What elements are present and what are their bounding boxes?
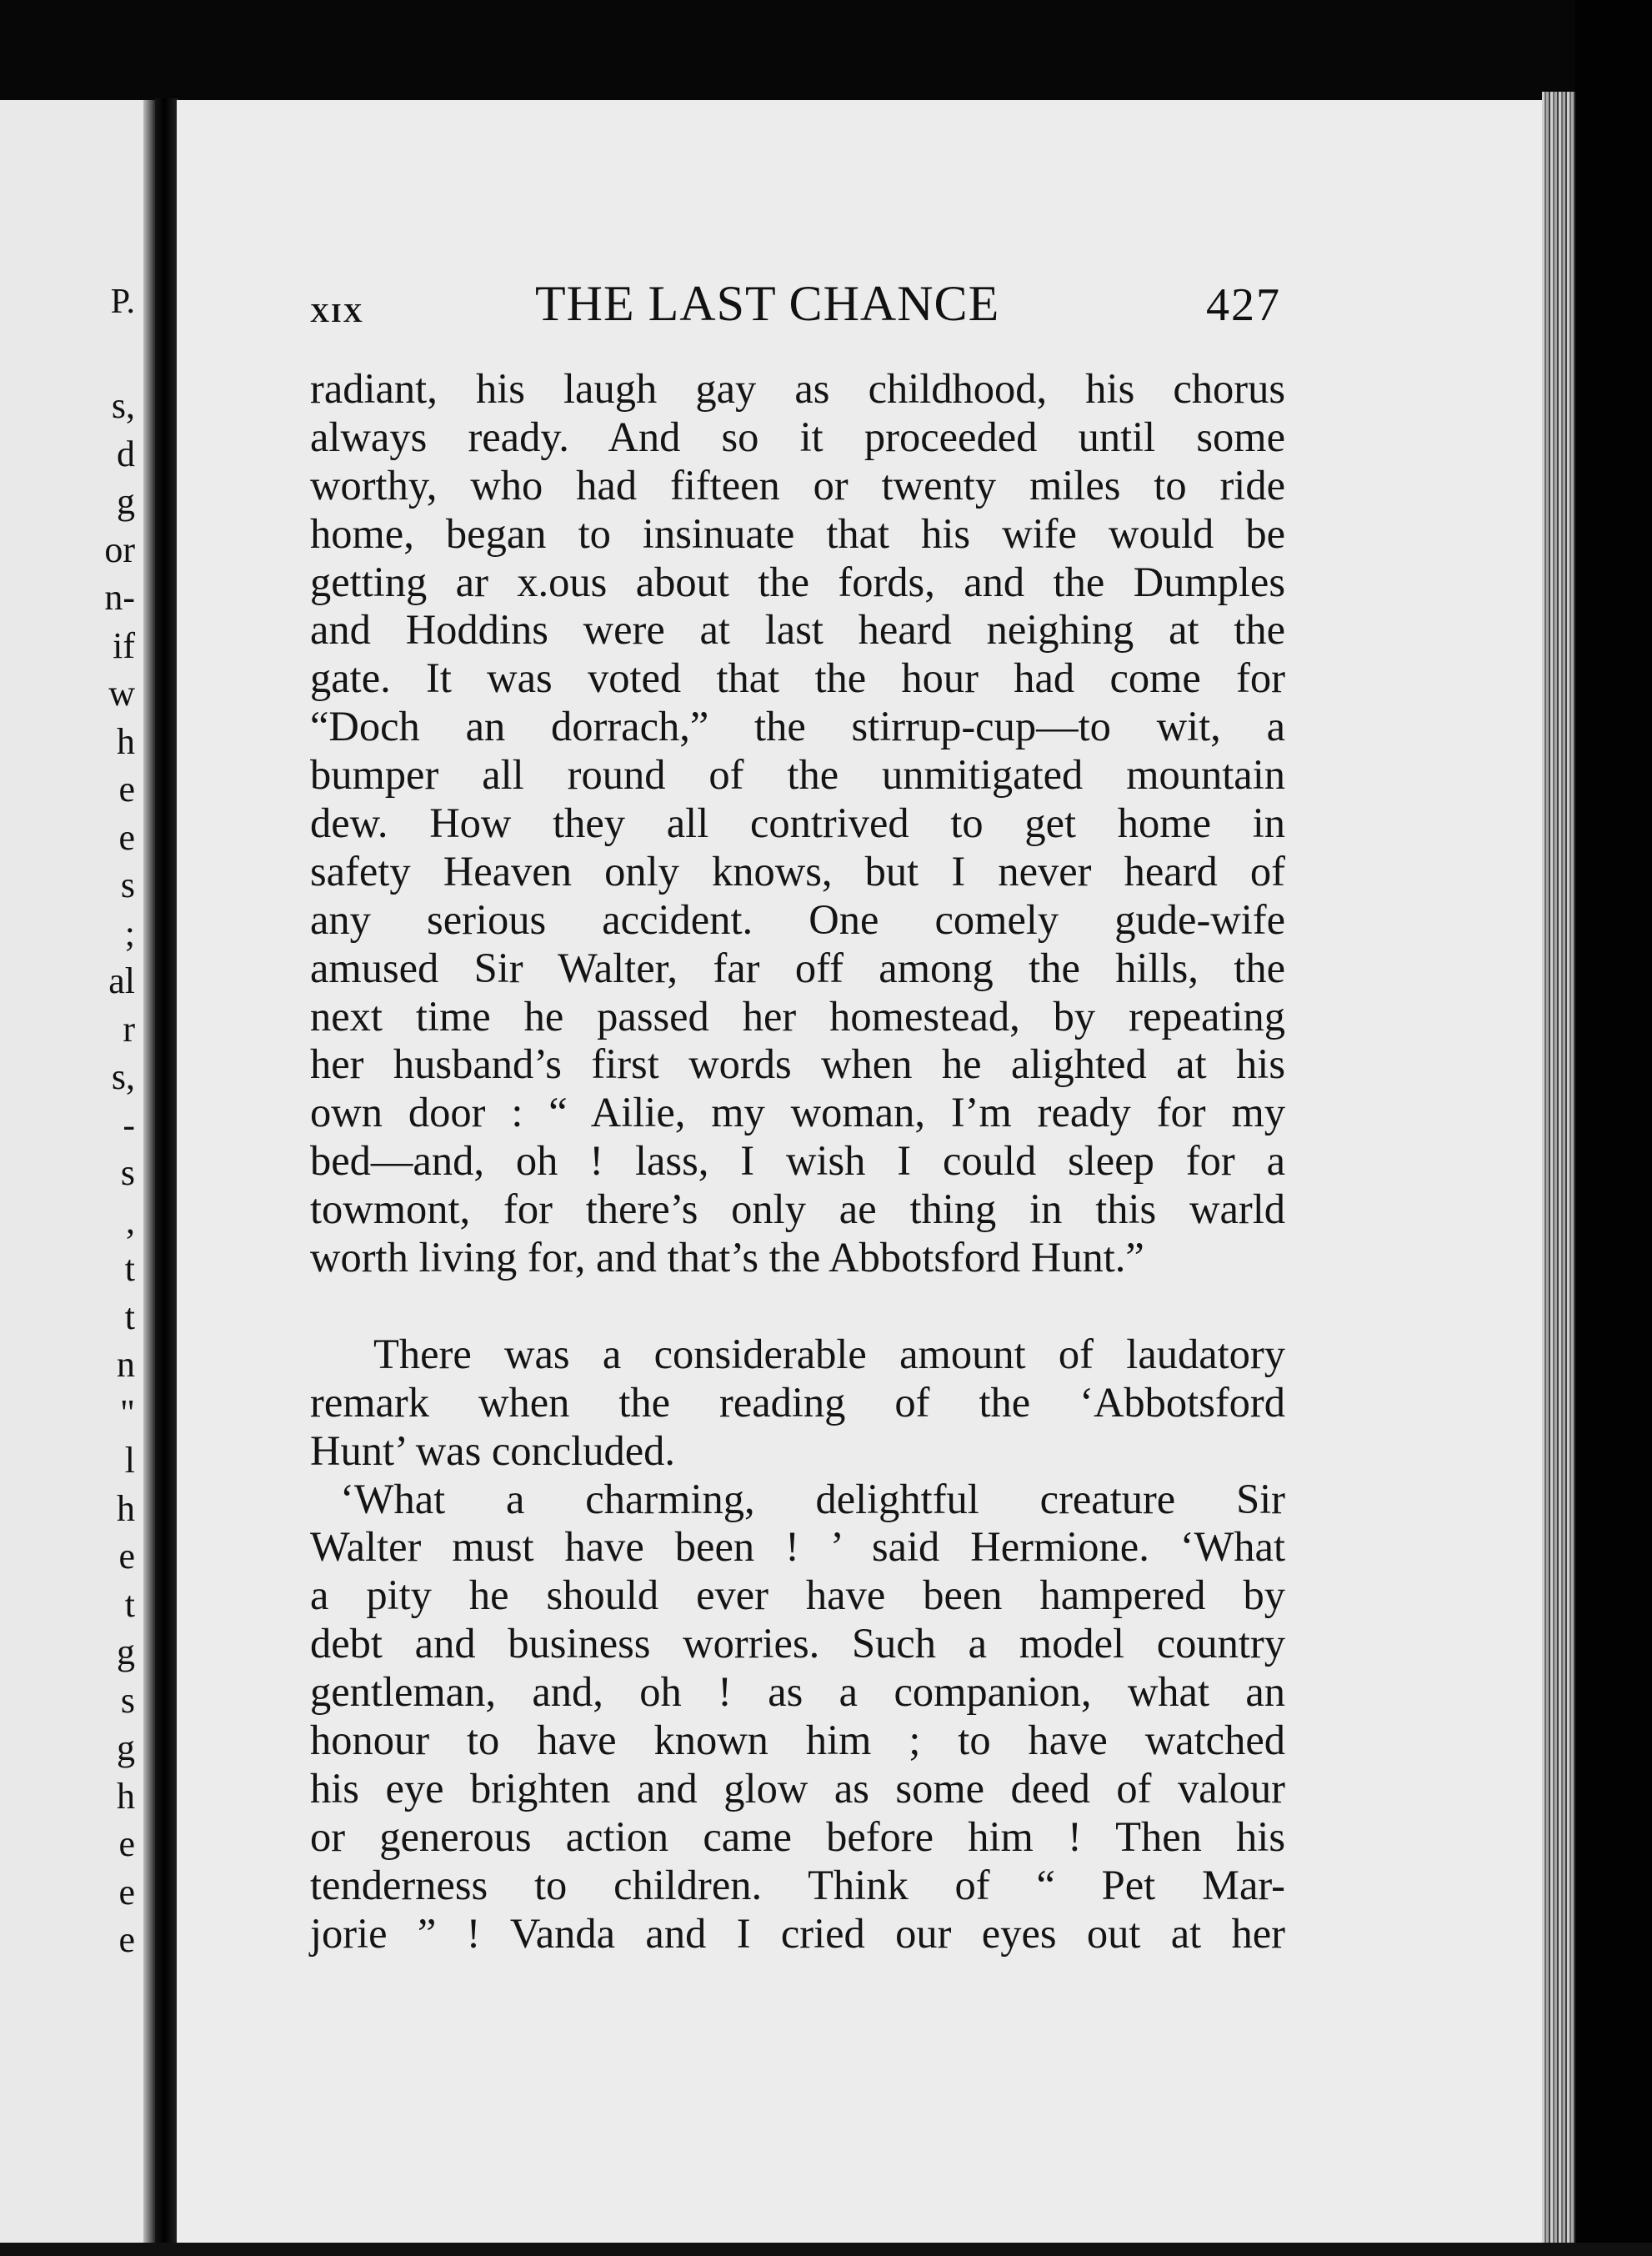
text-line: next time he passed her homestead, by repeating [310,992,1285,1040]
left-page-fragment-column [0,382,148,1964]
left-page-fragment: ; [124,912,135,954]
left-page-fragment: g [117,1727,135,1768]
text-line: honour to have known him ; to have watched [310,1717,1285,1764]
text-line: Walter must have been ! ’ said Hermione. ‘What [310,1523,1285,1571]
text-line: a pity he should ever have been hampered by [310,1572,1285,1619]
left-page-fragment: t [124,1248,135,1289]
left-page-fragment: h [117,720,135,762]
left-page-fragment: r [123,1008,135,1050]
text-line: ‘What a charming, delightful creature Sir [340,1475,1285,1522]
left-page-fragment: n [117,1344,135,1385]
left-page-fragment: s [120,1679,135,1721]
left-page-fragment: h [117,1775,135,1817]
chapter-number: xix [310,288,364,330]
page-number: 427 [1206,279,1281,331]
left-page-fragment: e [118,1536,135,1577]
page-edge-stack [1542,92,1575,2256]
scan-border-top [0,0,1652,104]
left-page-fragment: t [124,1296,135,1337]
paragraph [310,1476,1285,1958]
left-page-fragment: t [124,1583,135,1625]
text-line: and Hoddins were at last heard neighing at the [310,606,1285,654]
left-page-fragment: d [117,433,135,474]
text-line: radiant, his laugh gay as childhood, his chorus [310,365,1285,412]
left-page-fragment: e [118,1823,135,1864]
scan-border-bottom [0,2243,1652,2256]
left-page-fragment: e [118,1871,135,1913]
text-line: gentleman, and, oh ! as a companion, what an [310,1668,1285,1716]
left-page-fragment: g [117,481,135,522]
left-page-fragment: - [123,1104,135,1146]
left-page-fragment: h [117,1487,135,1529]
left-page-fragment: al [108,960,135,1001]
running-title: THE LAST CHANCE [535,276,1000,331]
text-line: worthy, who had fifteen or twenty miles to ride [310,461,1285,509]
left-page-fragment: w [108,673,135,714]
scan-border-right [1575,0,1652,2256]
paragraph [310,1331,1285,1476]
left-page-fragment: s [120,1152,135,1193]
text-line: tenderness to children. Think of “ Pet Mar- [310,1861,1285,1908]
text-line: amused Sir Walter, far off among the hills, the [310,944,1285,991]
left-page-fragment: n- [104,577,135,618]
text-line: There was a considerable amount of laudatory [373,1330,1285,1377]
running-head [310,275,1281,342]
left-page-fragment: , [126,1200,135,1241]
left-page-fragment: s, [111,385,135,426]
paragraph [310,365,1285,1282]
text-line: remark when the reading of the ‘Abbotsford [310,1378,1285,1426]
text-line: worth living for, and that’s the Abbotsford Hunt.” [310,1234,1144,1281]
text-line: “Doch an dorrach,” the stirrup-cup—to wit, a [310,703,1285,750]
text-line: gate. It was voted that the hour had come for [310,654,1285,702]
text-line: her husband’s first words when he alighted at his [310,1040,1285,1088]
left-page-fragment: e [118,769,135,810]
text-line: bumper all round of the unmitigated mountain [310,751,1285,799]
text-line: jorie ” ! Vanda and I cried our eyes out at her [310,1909,1285,1957]
left-page-fragment: e [118,816,135,858]
text-line: getting ar x.ous about the fords, and the Dumples [310,558,1285,605]
left-page-fragment: or [104,529,135,570]
left-page-fragment: " [120,1391,135,1433]
text-line: towmont, for there’s only ae thing in this warld [310,1186,1285,1233]
text-line: bed—and, oh ! lass, I wish I could sleep for a [310,1137,1285,1185]
left-page-fragment: e [118,1919,135,1960]
paragraph-gap [310,1282,1285,1331]
text-line: Hunt’ was concluded. [310,1426,676,1474]
text-line: always ready. And so it proceeded until some [310,413,1285,460]
left-page-fragment-top: P. [110,283,135,321]
left-page-fragment: s [120,865,135,905]
left-page-fragment: if [113,624,135,666]
text-line: home, began to insinuate that his wife would be [310,509,1285,557]
body-text [310,365,1285,1958]
text-line: dew. How they all contrived to get home in [310,800,1285,847]
text-line: own door : “ Ailie, my woman, I’m ready for my [310,1089,1285,1136]
left-page-fragment: l [124,1440,135,1481]
text-line: or generous action came before him ! Then his [310,1812,1285,1860]
left-page-fragment: g [117,1632,135,1672]
book-gutter [155,98,178,2256]
text-line: safety Heaven only knows, but I never heard of [310,847,1285,895]
text-line: any serious accident. One comely gude-wife [310,895,1285,943]
left-page-fragment: s, [111,1056,135,1097]
text-line: his eye brighten and glow as some deed of valour [310,1764,1285,1812]
text-line: debt and business worries. Such a model country [310,1620,1285,1667]
